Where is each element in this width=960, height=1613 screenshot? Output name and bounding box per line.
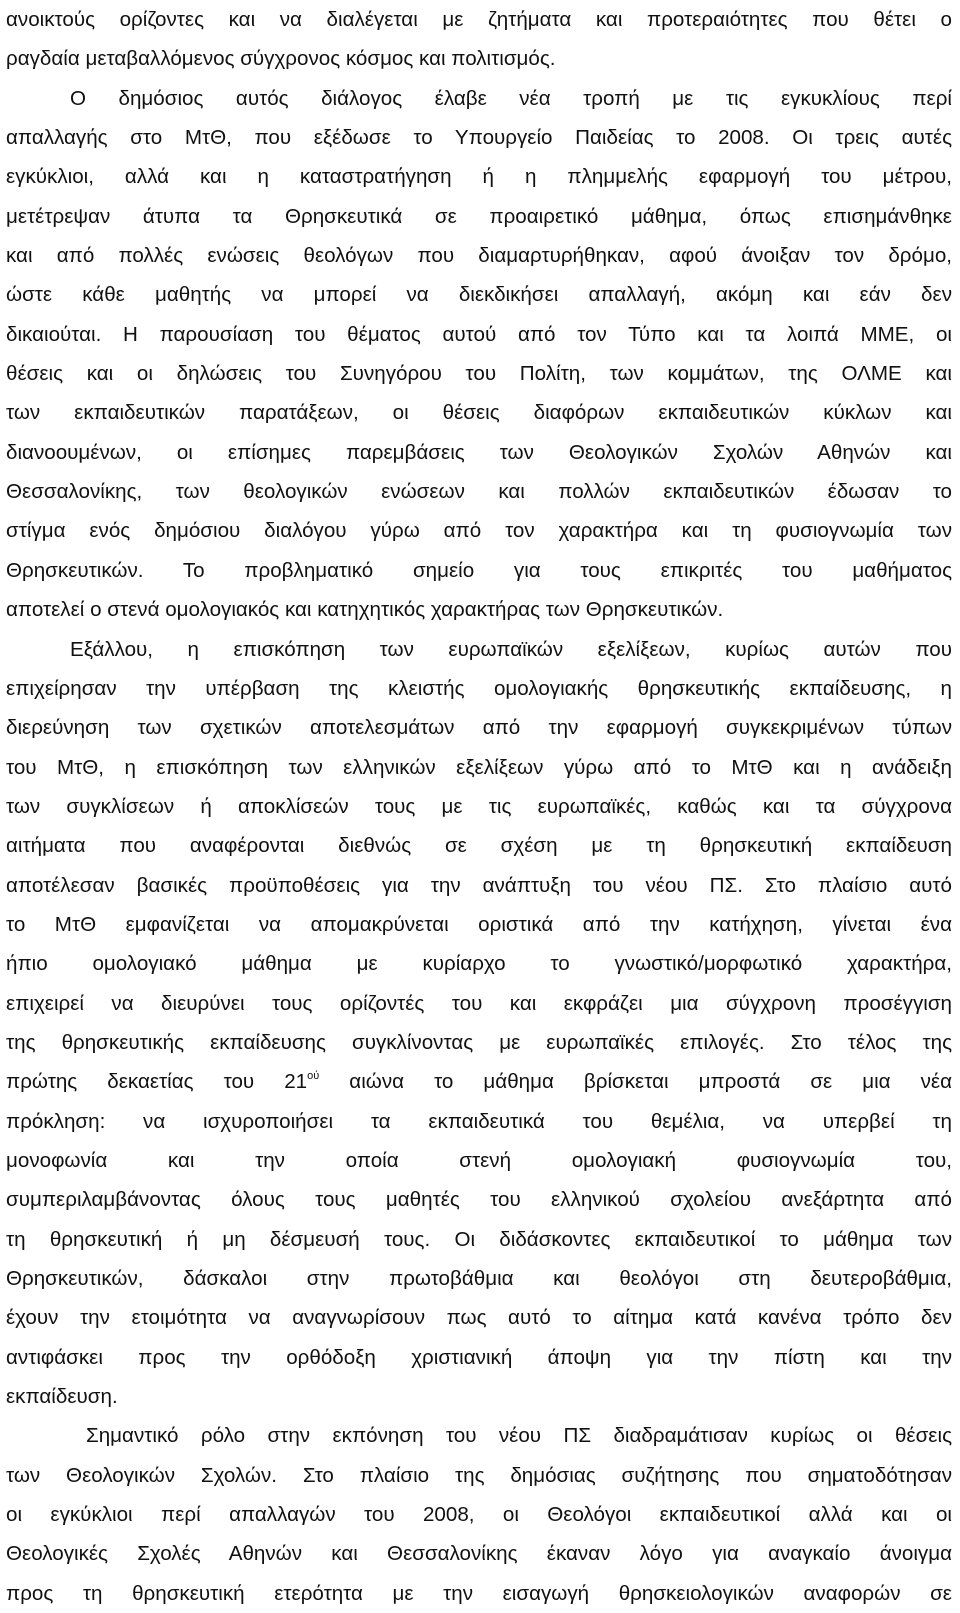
text-line: Θεολογικές Σχολές Αθηνών και Θεσσαλονίκης έκαναν λόγο για αναγκαίο άνοιγμα [6,1542,952,1566]
text-line: έχουν την ετοιμότητα να αναγνωρίσουν πως αυτό το αίτημα κατά κανένα τρόπο δεν [6,1306,952,1330]
text-line: εκπαίδευση. [6,1385,118,1409]
text-line: εγκύκλιοι, αλλά και η καταστρατήγηση ή η πλημμελής εφαρμογή του μέτρου, [6,165,952,189]
text-line-with-superscript [6,1062,952,1101]
ordinal-superscript: ού [307,1070,320,1083]
text-fragment: αιώνα το μάθημα βρίσκεται μπροστά σε μια νέα [349,1070,952,1094]
text-line: ώστε κάθε μαθητής να μπορεί να διεκδικήσει απαλλαγή, ακόμη και εάν δεν [6,283,952,307]
text-line: επιχείρησαν την υπέρβαση της κλειστής ομολογιακής θρησκευτικής εκπαίδευσης, η [6,676,952,700]
text-line: των συγκλίσεων ή αποκλίσεών τους με τις ευρωπαϊκές, καθώς και τα σύγχρονα [6,794,952,818]
text-line: Θεσσαλονίκης, των θεολογικών ενώσεων και πολλών εκπαιδευτικών έδωσαν το [6,480,952,504]
text-line: το ΜτΘ εμφανίζεται να απομακρύνεται οριστικά από την κατήχηση, γίνεται ένα [6,912,952,936]
text-line: Θρησκευτικών. Το προβληματικό σημείο για τους επικριτές του μαθήματος [6,558,952,582]
text-line: προς τη θρησκευτική ετερότητα με την εισαγωγή θρησκειολογικών αναφορών σε [6,1581,952,1605]
text-line: ήπιο ομολογιακό μάθημα με κυρίαρχο το γνωστικό/μορφωτικό χαρακτήρα, [6,952,952,976]
text-line: αποτελεί ο στενά ομολογιακός και κατηχητικός χαρακτήρας των Θρησκευτικών. [6,598,724,622]
text-line: επιχειρεί να διευρύνει τους ορίζοντές του και εκφράζει μια σύγχρονη προσέγγιση [6,991,952,1015]
paragraph-first-line: Εξάλλου, η επισκόπηση των ευρωπαϊκών εξελίξεων, κυρίως αυτών που [70,637,952,661]
text-line: μονοφωνία και την οποία στενή ομολογιακή φυσιογνωμία του, [6,1148,952,1172]
text-line: απαλλαγής στο ΜτΘ, που εξέδωσε το Υπουργείο Παιδείας το 2008. Οι τρεις αυτές [6,126,952,150]
paragraph-first-line: Σημαντικό ρόλο στην εκπόνηση του νέου ΠΣ διαδραμάτισαν κυρίως οι θέσεις [86,1424,952,1448]
text-line: δικαιούται. Η παρουσίαση του θέματος αυτού από τον Τύπο και τα λοιπά ΜΜΕ, οι [6,322,952,346]
paragraph-first-line: Ο δημόσιος αυτός διάλογος έλαβε νέα τροπή με τις εγκυκλίους περί [70,86,952,110]
text-line: αντιφάσκει προς την ορθόδοξη χριστιανική άποψη για την πίστη και την [6,1345,952,1369]
text-line: αιτήματα που αναφέρονται διεθνώς σε σχέση με τη θρησκευτική εκπαίδευση [6,834,952,858]
text-fragment: πρώτης δεκαετίας του 21 [6,1070,308,1094]
text-line: και από πολλές ενώσεις θεολόγων που διαμαρτυρήθηκαν, αφού άνοιξαν τον δρόμο, [6,244,952,268]
text-line: του ΜτΘ, η επισκόπηση των ελληνικών εξελίξεων γύρω από το ΜτΘ και η ανάδειξη [6,755,952,779]
text-line: ανοικτούς ορίζοντες και να διαλέγεται με ζητήματα και προτεραιότητες που θέτει ο [6,8,952,31]
text-line: συμπεριλαμβάνοντας όλους τους μαθητές του ελληνικού σχολείου ανεξάρτητα από [6,1188,952,1212]
text-line: θέσεις και οι δηλώσεις του Συνηγόρου του Πολίτη, των κομμάτων, της ΟΛΜΕ και [6,362,952,386]
text-line: στίγμα ενός δημόσιου διαλόγου γύρω από τον χαρακτήρα και τη φυσιογνωμία των [6,519,952,543]
text-line: οι εγκύκλιοι περί απαλλαγών του 2008, οι Θεολόγοι εκπαιδευτικοί αλλά και οι [6,1503,952,1527]
text-line: τη θρησκευτική ή μη δέσμευσή τους. Οι διδάσκοντες εκπαιδευτικοί το μάθημα των [6,1227,952,1251]
document-page [6,0,952,1613]
text-line: διερεύνηση των σχετικών αποτελεσμάτων από την εφαρμογή συγκεκριμένων τύπων [6,716,952,740]
text-line: Θρησκευτικών, δάσκαλοι στην πρωτοβάθμια και θεολόγοι στη δευτεροβάθμια, [6,1267,952,1290]
text-line: της θρησκευτικής εκπαίδευσης συγκλίνοντας με ευρωπαϊκές επιλογές. Στο τέλος της [6,1030,952,1054]
text-line: των εκπαιδευτικών παρατάξεων, οι θέσεις διαφόρων εκπαιδευτικών κύκλων και [6,401,952,425]
text-line: των Θεολογικών Σχολών. Στο πλαίσιο της δημόσιας συζήτησης που σηματοδότησαν [6,1463,952,1487]
text-line: αποτέλεσαν βασικές προϋποθέσεις για την ανάπτυξη του νέου ΠΣ. Στο πλαίσιο αυτό [6,873,952,897]
text-line: μετέτρεψαν άτυπα τα Θρησκευτικά σε προαιρετικό μάθημα, όπως επισημάνθηκε [6,204,952,228]
text-line: ραγδαία μεταβαλλόμενος σύγχρονος κόσμος και πολιτισμός. [6,47,556,71]
text-line: διανοουμένων, οι επίσημες παρεμβάσεις των Θεολογικών Σχολών Αθηνών και [6,440,952,464]
text-line: πρόκληση: να ισχυροποιήσει τα εκπαιδευτικά του θεμέλια, να υπερβεί τη [6,1109,952,1133]
